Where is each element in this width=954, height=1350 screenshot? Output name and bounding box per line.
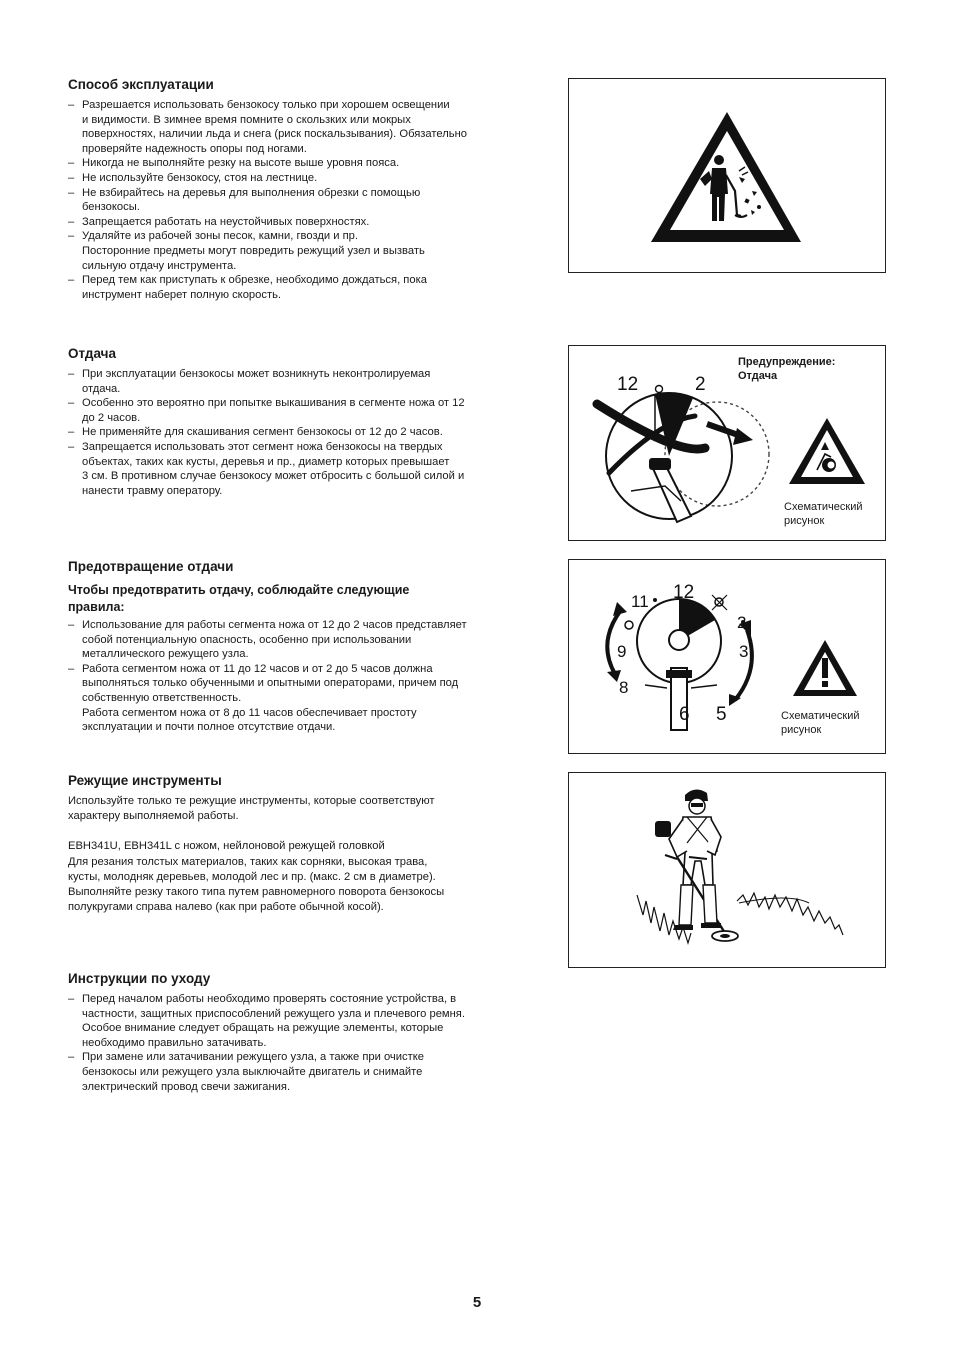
list-item: – Не взбирайтесь на деревья для выполнения обрезки с помощью бензокосы. bbox=[68, 186, 528, 215]
section-subtitle: Чтобы предотвратить отдачу, соблюдайте следующие правила: bbox=[68, 583, 410, 614]
section-kickback bbox=[68, 346, 528, 498]
section-kickback-prevention bbox=[68, 559, 528, 735]
list-item: – Перед началом работы необходимо проверять состояние устройства, в частности, защитных приспособлений режущего узла и плечевого ремня. Особое внимание следует обращать на режущие элементы, которые необходимо правильно затачивать. bbox=[68, 992, 528, 1050]
clock-label-12: 12 bbox=[673, 582, 695, 603]
list-item: – Никогда не выполняйте резку на высоте выше уровня пояса. bbox=[68, 156, 528, 171]
clock-label-6: 6 bbox=[679, 704, 690, 725]
paragraph: Используйте только те режущие инструменты, которые соответствуют характеру выполняемой работы. bbox=[68, 795, 435, 823]
list-item: – Разрешается использовать бензокосу только при хорошем освещении и видимости. В зимнее время помните о скользких или мокрых поверхностях, наличии льда и снега (риск поскальзывания). Обязательно проверяйте надежность опоры под ногами. bbox=[68, 98, 528, 156]
clock-label-2: 2 bbox=[737, 613, 747, 632]
section-title: Инструкции по уходу bbox=[68, 971, 211, 986]
figure-blade-segments bbox=[568, 559, 886, 754]
figure-operator bbox=[568, 772, 886, 968]
list-item: – Использование для работы сегмента ножа от 12 до 2 часов представляет собой потенциальную опасность, особенно при использовании металлического режущего узла. bbox=[68, 618, 528, 662]
list-item: – Работа сегментом ножа от 11 до 12 часов и от 2 до 5 часов должна выполняться только обученными и опытными операторами, причем под собственную ответственность. Работа сегментом ножа от 8 до 11 часов обеспечивает простоту эксплуатации и почти полное отсутствие отдачи. bbox=[68, 662, 528, 735]
clock-label-8: 8 bbox=[619, 678, 629, 697]
section-maintenance bbox=[68, 971, 528, 1094]
bullet-list bbox=[68, 992, 528, 1094]
list-item: – Не применяйте для скашивания сегмент бензокосы от 12 до 2 часов. bbox=[68, 425, 528, 440]
bullet-list bbox=[68, 618, 528, 735]
page-number: 5 bbox=[472, 1294, 482, 1311]
clock-label-12: 12 bbox=[617, 374, 639, 395]
list-item: – Перед тем как приступать к обрезке, необходимо дождаться, пока инструмент наберет полную скорость. bbox=[68, 273, 528, 302]
list-item: – Особенно это вероятно при попытке выкашивания в сегменте ножа от 12 до 2 часов. bbox=[68, 396, 528, 425]
section-title: Способ эксплуатации bbox=[68, 77, 214, 92]
schematic-caption: Схематический рисунок bbox=[784, 501, 863, 527]
paragraph: EBH341U, EBH341L с ножом, нейлоновой режущей головкой Для резания толстых материалов, таких как сорняки, высокая трава, кусты, молодняк деревьев, молодой лес и пр. (макс. 2 см в диаметре). Выполняйте резку такого типа путем равномерного поворота бензокосы полукругами справа налево (как при работе обычной косой). bbox=[68, 840, 445, 914]
figure-warning-bystanders bbox=[568, 78, 886, 273]
schematic-caption: Схематический рисунок bbox=[781, 710, 860, 736]
list-item: – Запрещается работать на неустойчивых поверхностях. bbox=[68, 215, 528, 230]
bullet-list bbox=[68, 367, 528, 498]
warning-caption: Предупреждение: Отдача bbox=[738, 356, 836, 382]
section-title: Режущие инструменты bbox=[68, 773, 222, 788]
bullet-list bbox=[68, 98, 528, 302]
clock-label-2: 2 bbox=[695, 374, 706, 395]
list-item: – Не используйте бензокосу, стоя на лестнице. bbox=[68, 171, 528, 186]
clock-label-9: 9 bbox=[617, 642, 627, 661]
list-item: – Запрещается использовать этот сегмент ножа бензокосы на твердых объектах, таких как кусты, деревья и пр., диаметр которых превышает 3 см. В противном случае бензокосу может отбросить с большой силой и нанести травму оператору. bbox=[68, 440, 528, 498]
section-title: Предотвращение отдачи bbox=[68, 559, 234, 574]
section-title: Отдача bbox=[68, 346, 117, 361]
clock-label-3: 3 bbox=[739, 642, 749, 661]
list-item: – При эксплуатации бензокосы может возникнуть неконтролируемая отдача. bbox=[68, 367, 528, 396]
section-cutting-tools bbox=[68, 773, 528, 915]
operator-illustration bbox=[569, 773, 885, 967]
section-operation bbox=[68, 77, 528, 302]
list-item: – При замене или затачивании режущего узла, а также при очистке бензокосы или режущего узла выключайте двигатель и снимайте электрический провод свечи зажигания. bbox=[68, 1050, 528, 1094]
figure-kickback bbox=[568, 345, 886, 541]
clock-label-11: 11 bbox=[631, 592, 649, 611]
clock-label-5: 5 bbox=[716, 704, 727, 725]
list-item: – Удаляйте из рабочей зоны песок, камни, гвозди и пр. Посторонние предметы могут повредить режущий узел и вызвать сильную отдачу инструмента. bbox=[68, 229, 528, 273]
warning-triangle-icon bbox=[569, 79, 885, 272]
